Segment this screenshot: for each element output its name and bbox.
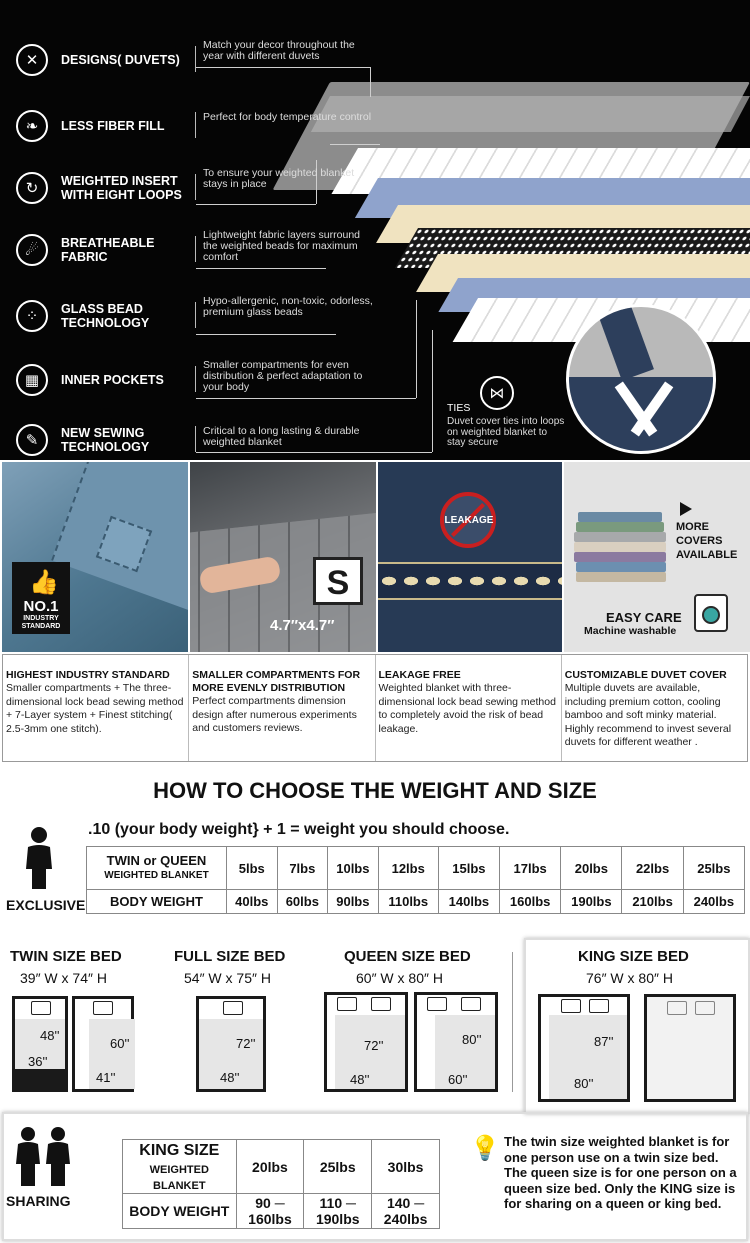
feature-title: GLASS BEAD TECHNOLOGY bbox=[61, 302, 150, 330]
feature-title: BREATHEABLE FABRIC bbox=[61, 236, 155, 264]
table-row: KING SIZE WEIGHTED BLANKET 20lbs 25lbs 30lbs bbox=[123, 1140, 440, 1194]
full-bed-dims: 54″ W x 75″ H bbox=[184, 970, 271, 986]
runner-icon: ☄ bbox=[16, 234, 48, 266]
desc-leakage-free: LEAKAGE FREE Weighted blanket with three-dimensional lock bead sewing method to completely avoid the risk of bead leakage. bbox=[376, 655, 562, 761]
arrow-right-icon bbox=[680, 502, 692, 516]
queen-bed-title: QUEEN SIZE BED bbox=[344, 948, 471, 965]
full-bed-title: FULL SIZE BED bbox=[174, 948, 286, 965]
beads-icon: ⁘ bbox=[16, 300, 48, 332]
feature-title: DESIGNS( DUVETS) bbox=[61, 53, 180, 67]
machine-washable-label: Machine washable bbox=[584, 625, 677, 637]
feature-desc: Hypo-allergenic, non-toxic, odorless, premium glass beads bbox=[203, 295, 373, 318]
feature-desc: Perfect for body temperature control bbox=[203, 111, 372, 123]
pocket-icon: ▦ bbox=[16, 364, 48, 396]
twin-bed-dims: 39″ W x 74″ H bbox=[20, 970, 107, 986]
king-bed-title: KING SIZE BED bbox=[578, 948, 689, 965]
single-person-icon bbox=[22, 825, 56, 891]
no1-subtext: INDUSTRY STANDARD bbox=[21, 615, 61, 630]
ties-label: TIES bbox=[447, 402, 471, 414]
blanket-length: 72'' bbox=[236, 1036, 256, 1051]
desc-industry-standard: HIGHEST INDUSTRY STANDARD Smaller compartments + The three-dimensional lock bead sewing method + 7-Layer system + Finest stitching( 2.5-3mm one stitch). bbox=[3, 655, 189, 761]
table-row: BODY WEIGHT 40lbs 60lbs 90lbs 110lbs 140lbs 160lbs 190lbs 210lbs 240lbs bbox=[87, 890, 745, 914]
bed-width: 41'' bbox=[96, 1070, 116, 1085]
blanket-length: 48'' bbox=[40, 1028, 60, 1043]
tile-leakage bbox=[378, 462, 562, 652]
bed-width: 80'' bbox=[574, 1076, 594, 1091]
size-s-badge: S bbox=[313, 557, 363, 605]
desc-compartments: SMALLER COMPARTMENTS FOR MORE EVENLY DISTRIBUTION Perfect compartments dimension design after numerous experiments and customers reviews. bbox=[189, 655, 375, 761]
table-row: BODY WEIGHT 90 ─ 160lbs 110 ─ 190lbs 140 ─ 240lbs bbox=[123, 1194, 440, 1229]
tie-closeup bbox=[566, 304, 716, 454]
sharing-note: The twin size weighted blanket is for one person use on a twin size bed. The queen size is for one person on a queen size bed. Only the KING size is for sharing on a queen or king bed. bbox=[504, 1134, 737, 1211]
feature-title: INNER POCKETS bbox=[61, 373, 164, 387]
feature-fiber bbox=[14, 104, 384, 148]
lightbulb-icon: 💡 bbox=[470, 1134, 500, 1162]
tile-industry-standard bbox=[2, 462, 188, 652]
feature-title: NEW SEWING TECHNOLOGY bbox=[61, 426, 150, 454]
twin-bed-title: TWIN SIZE BED bbox=[10, 948, 122, 965]
feature-title: WEIGHTED INSERT WITH EIGHT LOOPS bbox=[61, 174, 182, 202]
feature-glass-bead bbox=[14, 294, 384, 338]
blanket-length: 72'' bbox=[364, 1038, 384, 1053]
blanket-length: 60'' bbox=[110, 1036, 130, 1051]
leakage-label: LEAKAGE bbox=[444, 515, 494, 526]
no1-text: NO.1 bbox=[23, 598, 59, 615]
feature-description-table bbox=[2, 654, 748, 762]
ties-desc: Duvet cover ties into loops on weighted blanket to stay secure bbox=[447, 416, 565, 448]
twin-bed-diagram-a bbox=[12, 996, 68, 1092]
bed-width: 60'' bbox=[448, 1072, 468, 1087]
bed-width: 48'' bbox=[220, 1070, 240, 1085]
blanket-length: 80'' bbox=[462, 1032, 482, 1047]
weight-formula: .10 (your body weight} + 1 = weight you should choose. bbox=[88, 821, 510, 838]
thumbs-up-icon: 👍 bbox=[29, 568, 59, 596]
x-icon: ✕ bbox=[16, 44, 48, 76]
king-weight-table bbox=[122, 1139, 440, 1229]
queen-bed-dims: 60″ W x 80″ H bbox=[356, 970, 443, 986]
feature-desc: Match your decor throughout the year with different duvets bbox=[203, 39, 355, 62]
weight-table bbox=[86, 846, 745, 914]
tile-compartments bbox=[190, 462, 376, 652]
bow-tie-icon: ⋈ bbox=[480, 376, 514, 410]
feature-sewing bbox=[14, 418, 384, 460]
compartment-size: 4.7″x4.7″ bbox=[270, 617, 335, 634]
two-people-icon bbox=[12, 1124, 76, 1188]
sharing-label: SHARING bbox=[6, 1193, 71, 1209]
needle-icon: ✎ bbox=[16, 424, 48, 456]
exclusive-label: EXCLUSIVE bbox=[6, 897, 86, 913]
feature-desc: Critical to a long lasting & durable weighted blanket bbox=[203, 425, 360, 448]
table-header: TWIN or QUEEN WEIGHTED BLANKET bbox=[87, 847, 227, 890]
loop-icon: ↻ bbox=[16, 172, 48, 204]
feature-pockets bbox=[14, 358, 384, 402]
washing-machine-icon bbox=[694, 594, 728, 632]
table-header: BODY WEIGHT bbox=[87, 890, 227, 914]
no1-badge bbox=[12, 562, 70, 634]
feature-title: LESS FIBER FILL bbox=[61, 119, 165, 133]
tile-covers bbox=[564, 462, 750, 652]
table-header: BODY WEIGHT bbox=[123, 1194, 237, 1229]
bead-strip bbox=[378, 562, 562, 600]
feature-desc: To ensure your weighted blanket stays in place bbox=[203, 167, 355, 190]
bed-width: 36'' bbox=[28, 1054, 48, 1069]
feature-fabric bbox=[14, 228, 384, 272]
more-covers-text: MORE COVERS AVAILABLE bbox=[676, 521, 738, 561]
feature-loops bbox=[14, 166, 384, 210]
king-bed-dims: 76″ W x 80″ H bbox=[586, 970, 673, 986]
feature-panel bbox=[0, 0, 750, 460]
bed-width: 48'' bbox=[350, 1072, 370, 1087]
feature-desc: Smaller compartments for even distribution & perfect adaptation to your body bbox=[203, 359, 363, 393]
king-bed-diagram-b bbox=[644, 994, 736, 1102]
feature-designs bbox=[14, 38, 384, 82]
feature-desc: Lightweight fabric layers surround the weighted beads for maximum comfort bbox=[203, 229, 360, 263]
blanket-length: 87'' bbox=[594, 1034, 614, 1049]
section-title: HOW TO CHOOSE THE WEIGHT AND SIZE bbox=[153, 778, 597, 803]
fiber-icon: ❧ bbox=[16, 110, 48, 142]
table-row: TWIN or QUEEN WEIGHTED BLANKET 5lbs 7lbs 10lbs 12lbs 15lbs 17lbs 20lbs 22lbs 25lbs bbox=[87, 847, 745, 890]
easy-care-label: EASY CARE bbox=[606, 610, 682, 625]
table-header: KING SIZE WEIGHTED BLANKET bbox=[123, 1140, 237, 1194]
desc-duvet-cover: CUSTOMIZABLE DUVET COVER Multiple duvets are available, including premium cotton, cooling bamboo and soft minky material. Highly recommend to invest several duvets for different weather . bbox=[564, 669, 732, 748]
